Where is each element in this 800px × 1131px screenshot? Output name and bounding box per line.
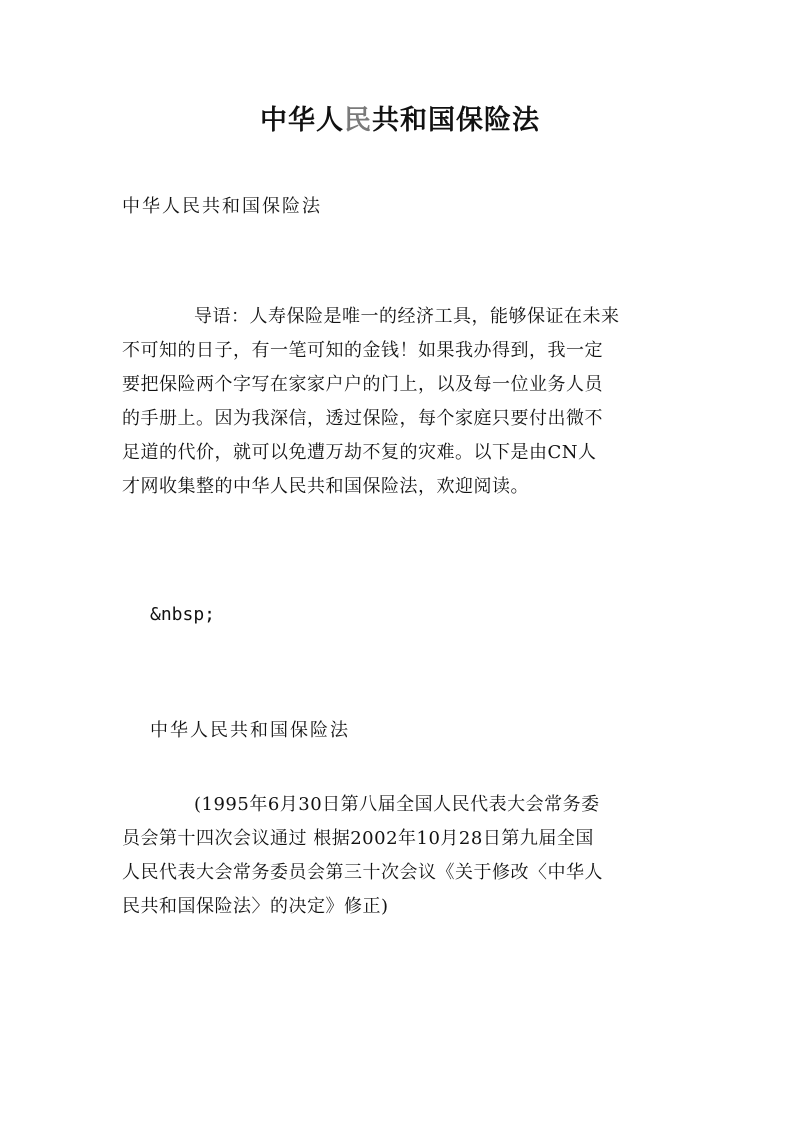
title-part: 中华人 (260, 105, 344, 136)
nbsp-text: &nbsp; (150, 604, 216, 625)
title-part: 共和国保险法 (372, 105, 540, 136)
paragraph-line: 才网收集整的中华人民共和国保险法，欢迎阅读。 (122, 476, 529, 497)
paragraph-line: 足道的代价，就可以免遭万劫不复的灾难。以下是由CN人 (122, 442, 597, 463)
intro-paragraph (122, 300, 682, 504)
title-part: 民 (344, 105, 372, 136)
paragraph-line: 人民代表大会常务委员会第三十次会议《关于修改〈中华人 (122, 862, 603, 883)
paragraph-line: 的手册上。因为我深信，透过保险，每个家庭只要付出微不 (122, 408, 603, 429)
paragraph-line: (1995年6月30日第八届全国人民代表大会常务委 (194, 794, 600, 815)
paragraph-line: 员会第十四次会议通过 根据2002年10月28日第九届全国 (122, 828, 594, 849)
amendment-note (122, 788, 682, 924)
section-heading: 中华人民共和国保险法 (150, 720, 350, 741)
paragraph-line: 不可知的日子，有一笔可知的金钱！如果我办得到，我一定 (122, 340, 603, 361)
document-title (0, 98, 800, 137)
document-subtitle: 中华人民共和国保险法 (122, 196, 322, 217)
paragraph-line: 民共和国保险法〉的决定》修正) (122, 896, 389, 917)
paragraph-line: 导语：人寿保险是唯一的经济工具，能够保证在未来 (194, 306, 620, 327)
paragraph-line: 要把保险两个字写在家家户户的门上，以及每一位业务人员 (122, 374, 603, 395)
